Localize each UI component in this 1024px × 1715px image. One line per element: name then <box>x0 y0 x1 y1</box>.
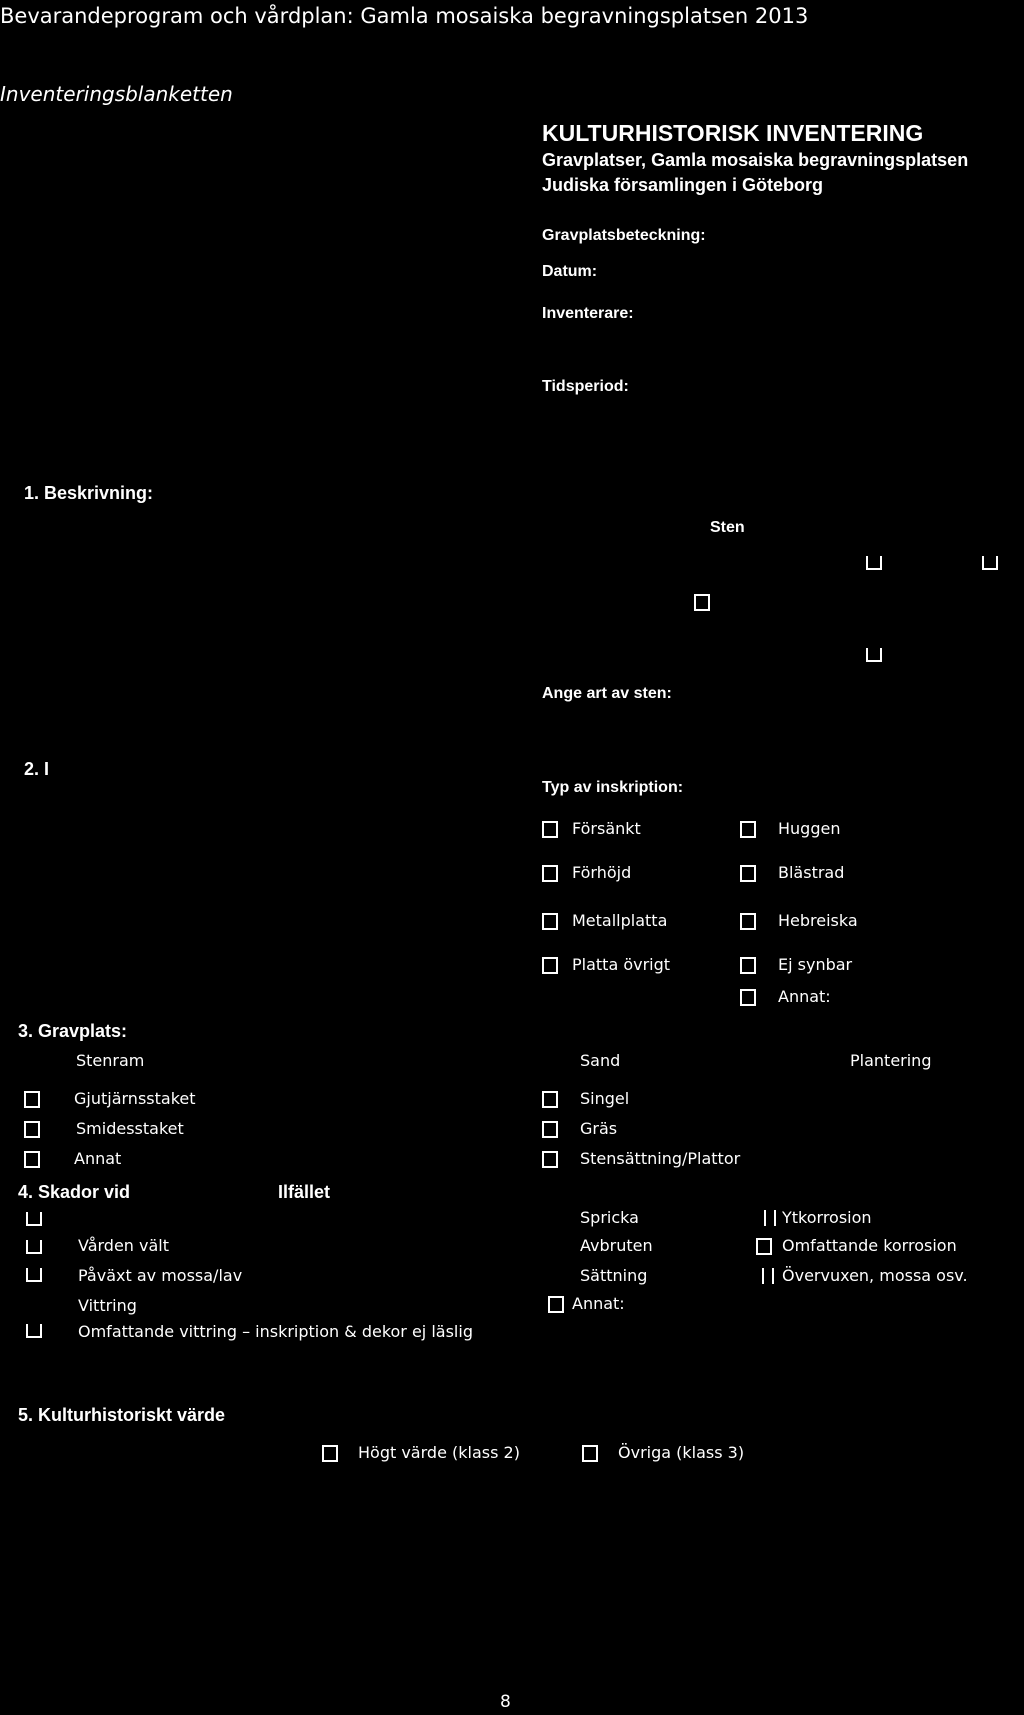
form-title: Inventeringsblanketten <box>0 82 233 106</box>
label-ej-synbar: Ej synbar <box>778 955 853 974</box>
checkbox-gjutjarnsstaket[interactable] <box>24 1091 40 1108</box>
checkbox-platta-ovrigt[interactable] <box>542 957 558 974</box>
checkbox-forsankt[interactable] <box>542 821 558 838</box>
label-ytkorrosion: Ytkorrosion <box>782 1208 872 1227</box>
label-platta-ovrigt: Platta övrigt <box>572 955 671 974</box>
label-annat-gravplats: Annat <box>74 1149 122 1168</box>
label-smidesstaket: Smidesstaket <box>76 1119 184 1138</box>
label-omfattande-vittring: Omfattande vittring – inskription & dekor ej läslig <box>78 1322 473 1341</box>
label-forsankt: Försänkt <box>572 819 641 838</box>
label-pavaxt: Påväxt av mossa/lav <box>78 1266 243 1285</box>
label-singel: Singel <box>580 1089 630 1108</box>
typ-av-inskription-label: Typ av inskription: <box>542 779 684 796</box>
checkbox-annat-skador[interactable] <box>548 1296 564 1313</box>
sten-checkbox-1[interactable] <box>866 556 882 570</box>
checkbox-hebreiska[interactable] <box>740 913 756 930</box>
checkbox-annat-gravplats[interactable] <box>24 1151 40 1168</box>
field-gravplatsbeteckning: Gravplatsbeteckning: <box>542 227 706 244</box>
label-gjutjarnsstaket: Gjutjärnsstaket <box>74 1089 196 1108</box>
section3-heading: 3. Gravplats: <box>18 1021 128 1041</box>
col-plantering: Plantering <box>850 1051 932 1070</box>
label-forhojd: Förhöjd <box>572 863 632 882</box>
label-gras: Gräs <box>580 1119 618 1138</box>
checkbox-varden-valt[interactable] <box>26 1240 42 1254</box>
section4-heading-suffix: Ilfället <box>278 1182 331 1202</box>
ange-art-label: Ange art av sten: <box>542 685 672 702</box>
inventory-subtitle-1: Gravplatser, Gamla mosaiska begravningsplatsen <box>542 150 969 170</box>
field-inventerare: Inventerare: <box>542 305 634 322</box>
label-vittring: Vittring <box>78 1296 137 1315</box>
label-omfattande-korrosion: Omfattande korrosion <box>782 1236 957 1255</box>
col-sand: Sand <box>580 1051 621 1070</box>
checkbox-hogt-varde[interactable] <box>322 1445 338 1462</box>
checkbox-metallplatta[interactable] <box>542 913 558 930</box>
label-overvuxen: Övervuxen, mossa osv. <box>782 1266 968 1285</box>
checkbox-omfattande-vittring[interactable] <box>26 1324 42 1338</box>
checkbox-skada-1[interactable] <box>26 1212 42 1226</box>
checkbox-singel[interactable] <box>542 1091 558 1108</box>
section4-heading: 4. Skador vid <box>18 1182 131 1202</box>
sten-checkbox-4[interactable] <box>866 648 882 662</box>
label-sattning: Sättning <box>580 1266 648 1285</box>
page-number: 8 <box>500 1692 511 1712</box>
label-stensattning: Stensättning/Plattor <box>580 1149 741 1168</box>
checkbox-omfattande-korrosion[interactable] <box>756 1238 772 1255</box>
label-huggen: Huggen <box>778 819 841 838</box>
inventory-heading: KULTURHISTORISK INVENTERING <box>542 120 924 146</box>
field-tidsperiod: Tidsperiod: <box>542 378 629 395</box>
label-avbruten: Avbruten <box>580 1236 653 1255</box>
field-datum: Datum: <box>542 263 598 280</box>
checkbox-gras[interactable] <box>542 1121 558 1138</box>
checkbox-overvuxen[interactable] <box>762 1268 774 1284</box>
label-metallplatta: Metallplatta <box>572 911 668 930</box>
label-blastrad: Blästrad <box>778 863 845 882</box>
section5-heading: 5. Kulturhistoriskt värde <box>18 1405 226 1425</box>
checkbox-blastrad[interactable] <box>740 865 756 882</box>
section1-sten-label: Sten <box>710 519 745 536</box>
checkbox-forhojd[interactable] <box>542 865 558 882</box>
inventory-subtitle-2: Judiska församlingen i Göteborg <box>542 175 824 195</box>
section2-heading: 2. I <box>24 759 50 779</box>
checkbox-stensattning[interactable] <box>542 1151 558 1168</box>
checkbox-ytkorrosion[interactable] <box>764 1210 776 1226</box>
label-annat-skador: Annat: <box>572 1294 625 1313</box>
checkbox-huggen[interactable] <box>740 821 756 838</box>
sten-checkbox-2[interactable] <box>982 556 998 570</box>
label-hebreiska: Hebreiska <box>778 911 858 930</box>
sten-checkbox-3[interactable] <box>694 594 710 611</box>
checkbox-ovriga[interactable] <box>582 1445 598 1462</box>
checkbox-ej-synbar[interactable] <box>740 957 756 974</box>
label-ovriga: Övriga (klass 3) <box>618 1443 745 1462</box>
label-hogt-varde: Högt värde (klass 2) <box>358 1443 520 1462</box>
label-annat-inskription: Annat: <box>778 987 831 1006</box>
checkbox-annat-inskription[interactable] <box>740 989 756 1006</box>
label-spricka: Spricka <box>580 1208 639 1227</box>
checkbox-smidesstaket[interactable] <box>24 1121 40 1138</box>
checkbox-pavaxt[interactable] <box>26 1268 42 1282</box>
col-stenram: Stenram <box>76 1051 145 1070</box>
label-varden-valt: Vården vält <box>78 1236 170 1255</box>
section1-heading: 1. Beskrivning: <box>24 483 154 503</box>
page-header: Bevarandeprogram och vårdplan: Gamla mosaiska begravningsplatsen 2013 <box>0 4 809 28</box>
